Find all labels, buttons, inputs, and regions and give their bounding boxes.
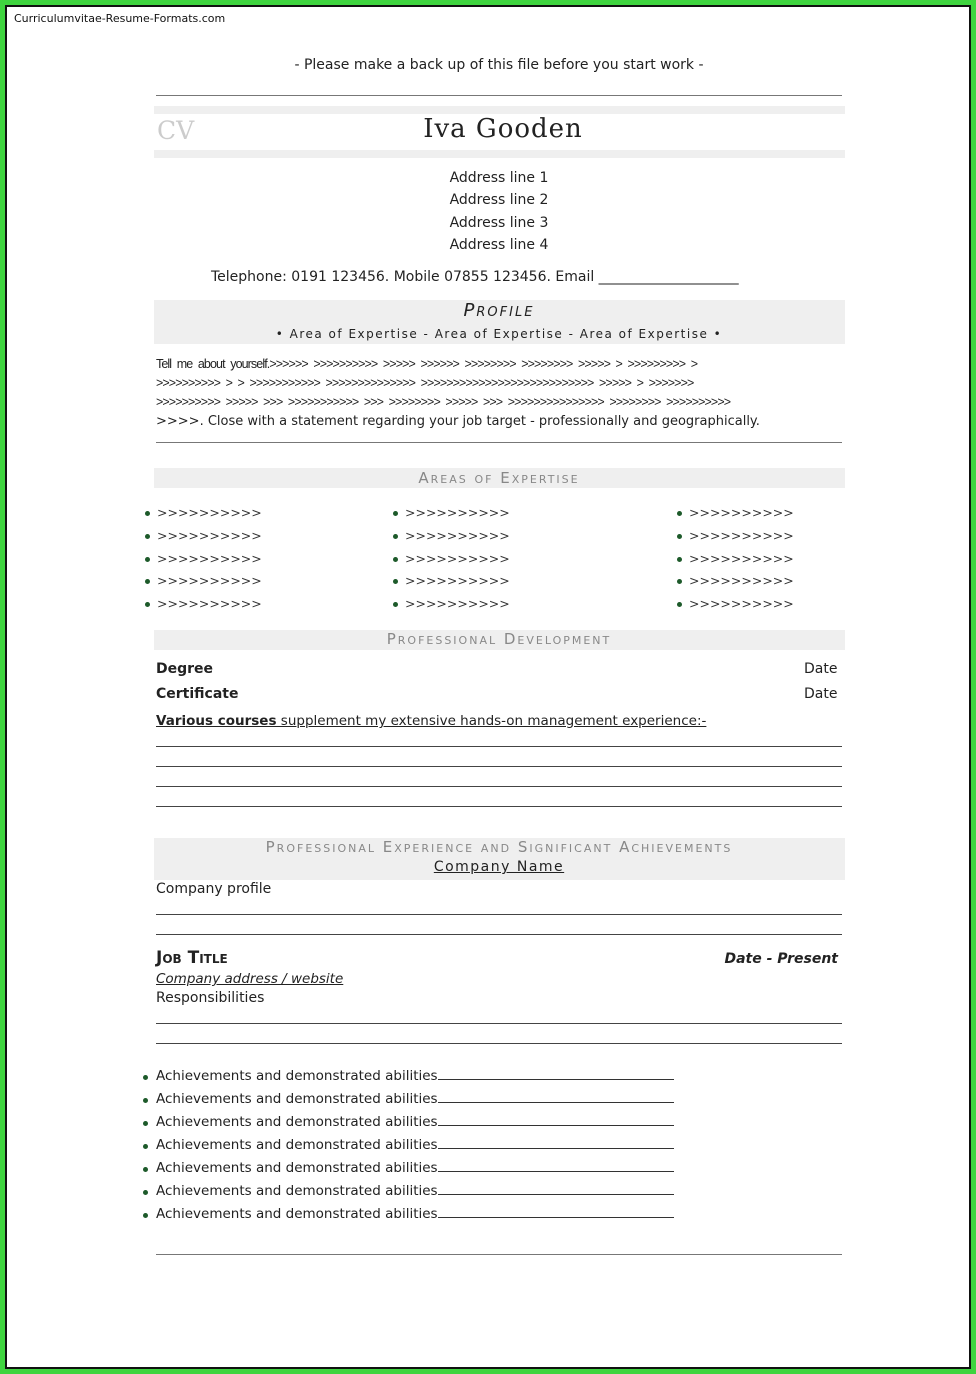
divider <box>156 95 842 96</box>
expertise-item: >>>>>>>>>> <box>689 551 794 566</box>
address-line: Address line 3 <box>449 215 549 231</box>
expertise-item: >>>>>>>>>> <box>689 596 794 611</box>
expertise-item: >>>>>>>>>> <box>689 573 794 588</box>
expertise-item: >>>>>>>>>> <box>405 528 510 543</box>
achievement-text: Achievements and demonstrated abilities <box>156 1160 438 1176</box>
bullet-icon <box>143 1167 148 1172</box>
bullet-icon <box>393 579 398 584</box>
bullet-icon <box>145 557 150 562</box>
blank-line <box>156 806 842 807</box>
blank-line <box>438 1206 674 1218</box>
bullet-icon <box>143 1213 148 1218</box>
profile-text-line: >>>>. Close with a statement regarding your job target - professionally and geographically. <box>156 414 760 429</box>
company-profile: Company profile <box>156 881 272 897</box>
address-line: Address line 4 <box>449 237 549 253</box>
expertise-item: >>>>>>>>>> <box>689 505 794 520</box>
expertise-item: >>>>>>>>>> <box>405 505 510 520</box>
achievement-item <box>156 1137 674 1153</box>
blank-line <box>156 914 842 915</box>
candidate-name: Iva Gooden <box>423 114 583 144</box>
certificate-date: Date <box>804 686 838 702</box>
courses-line <box>156 713 706 729</box>
profile-text-line: >>>>>>>>>> > > >>>>>>>>>>> >>>>>>>>>>>>>> >>>>>>>>>>>>>>>>>>>>>>>>>>> >>>>> > >>>>>>> <box>156 376 694 390</box>
blank-line <box>438 1068 674 1080</box>
expertise-item: >>>>>>>>>> <box>157 528 262 543</box>
development-title: Professional Development <box>386 630 612 648</box>
blank-line <box>156 1043 842 1044</box>
achievement-item <box>156 1114 674 1130</box>
achievement-item <box>156 1183 674 1199</box>
expertise-item: >>>>>>>>>> <box>405 596 510 611</box>
bullet-icon <box>143 1190 148 1195</box>
expertise-item: >>>>>>>>>> <box>157 573 262 588</box>
job-title: Job Title <box>156 948 228 968</box>
certificate-label: Certificate <box>156 686 239 702</box>
courses-bold: Various courses <box>156 713 277 729</box>
bullet-icon <box>145 579 150 584</box>
blank-line <box>438 1137 674 1149</box>
blank-line <box>156 1023 842 1024</box>
achievement-text: Achievements and demonstrated abilities <box>156 1091 438 1107</box>
bullet-icon <box>143 1121 148 1126</box>
achievement-item <box>156 1091 674 1107</box>
bullet-icon <box>143 1144 148 1149</box>
blank-line <box>156 746 842 747</box>
profile-subtitle: • Area of Expertise - Area of Expertise - Area of Expertise • <box>275 327 723 341</box>
header-band <box>154 106 845 114</box>
responsibilities-label: Responsibilities <box>156 990 265 1006</box>
expertise-item: >>>>>>>>>> <box>405 573 510 588</box>
bullet-icon <box>393 602 398 607</box>
expertise-item: >>>>>>>>>> <box>157 596 262 611</box>
job-date: Date - Present <box>724 951 838 967</box>
achievement-text: Achievements and demonstrated abilities <box>156 1068 438 1084</box>
address-line: Address line 2 <box>449 192 549 208</box>
bullet-icon <box>677 579 682 584</box>
bullet-icon <box>677 511 682 516</box>
expertise-item: >>>>>>>>>> <box>689 528 794 543</box>
blank-line <box>438 1183 674 1195</box>
profile-title: Profile <box>463 300 535 321</box>
bullet-icon <box>393 534 398 539</box>
expertise-item: >>>>>>>>>> <box>157 551 262 566</box>
bullet-icon <box>677 602 682 607</box>
divider <box>156 442 842 443</box>
expertise-item: >>>>>>>>>> <box>405 551 510 566</box>
degree-label: Degree <box>156 661 214 677</box>
profile-text-line: Tell me about yourself.>>>>>> >>>>>>>>>> >>>>> >>>>>> >>>>>>>> >>>>>>>> >>>>> > >>>>>>>>> > <box>156 357 698 371</box>
courses-text: supplement my extensive hands-on management experience:- <box>276 713 707 729</box>
bullet-icon <box>393 511 398 516</box>
blank-line <box>156 766 842 767</box>
address-line: Address line 1 <box>449 170 549 186</box>
experience-title: Professional Experience and Significant Achievements <box>265 838 733 856</box>
bullet-icon <box>145 602 150 607</box>
achievement-item <box>156 1068 674 1084</box>
backup-notice: - Please make a back up of this file before you start work - <box>294 57 704 73</box>
blank-line <box>438 1160 674 1172</box>
achievement-text: Achievements and demonstrated abilities <box>156 1206 438 1222</box>
achievement-text: Achievements and demonstrated abilities <box>156 1137 438 1153</box>
bullet-icon <box>145 534 150 539</box>
bullet-icon <box>145 511 150 516</box>
header-band <box>154 150 845 158</box>
bullet-icon <box>393 557 398 562</box>
blank-line <box>156 934 842 935</box>
expertise-item: >>>>>>>>>> <box>157 505 262 520</box>
company-address: Company address / website <box>156 971 344 987</box>
divider <box>156 1254 842 1255</box>
blank-line <box>438 1114 674 1126</box>
achievement-item <box>156 1160 674 1176</box>
degree-date: Date <box>804 661 838 677</box>
blank-line <box>438 1091 674 1103</box>
bullet-icon <box>677 557 682 562</box>
achievement-text: Achievements and demonstrated abilities <box>156 1114 438 1130</box>
contact-line: Telephone: 0191 123456. Mobile 07855 123456. Email ____________________ <box>211 269 739 285</box>
bullet-icon <box>143 1098 148 1103</box>
bullet-icon <box>143 1075 148 1080</box>
achievement-text: Achievements and demonstrated abilities <box>156 1183 438 1199</box>
achievement-item <box>156 1206 674 1222</box>
company-name: Company Name <box>433 859 565 875</box>
cv-label: CV <box>157 116 195 145</box>
blank-line <box>156 786 842 787</box>
bullet-icon <box>677 534 682 539</box>
watermark: Curriculumvitae-Resume-Formats.com <box>14 12 226 25</box>
profile-text-line: >>>>>>>>>> >>>>> >>> >>>>>>>>>>> >>> >>>>>>>> >>>>> >>> >>>>>>>>>>>>>>> >>>>>>>> >>>>>>>>>> <box>156 395 731 409</box>
expertise-title: Areas of Expertise <box>418 469 580 487</box>
